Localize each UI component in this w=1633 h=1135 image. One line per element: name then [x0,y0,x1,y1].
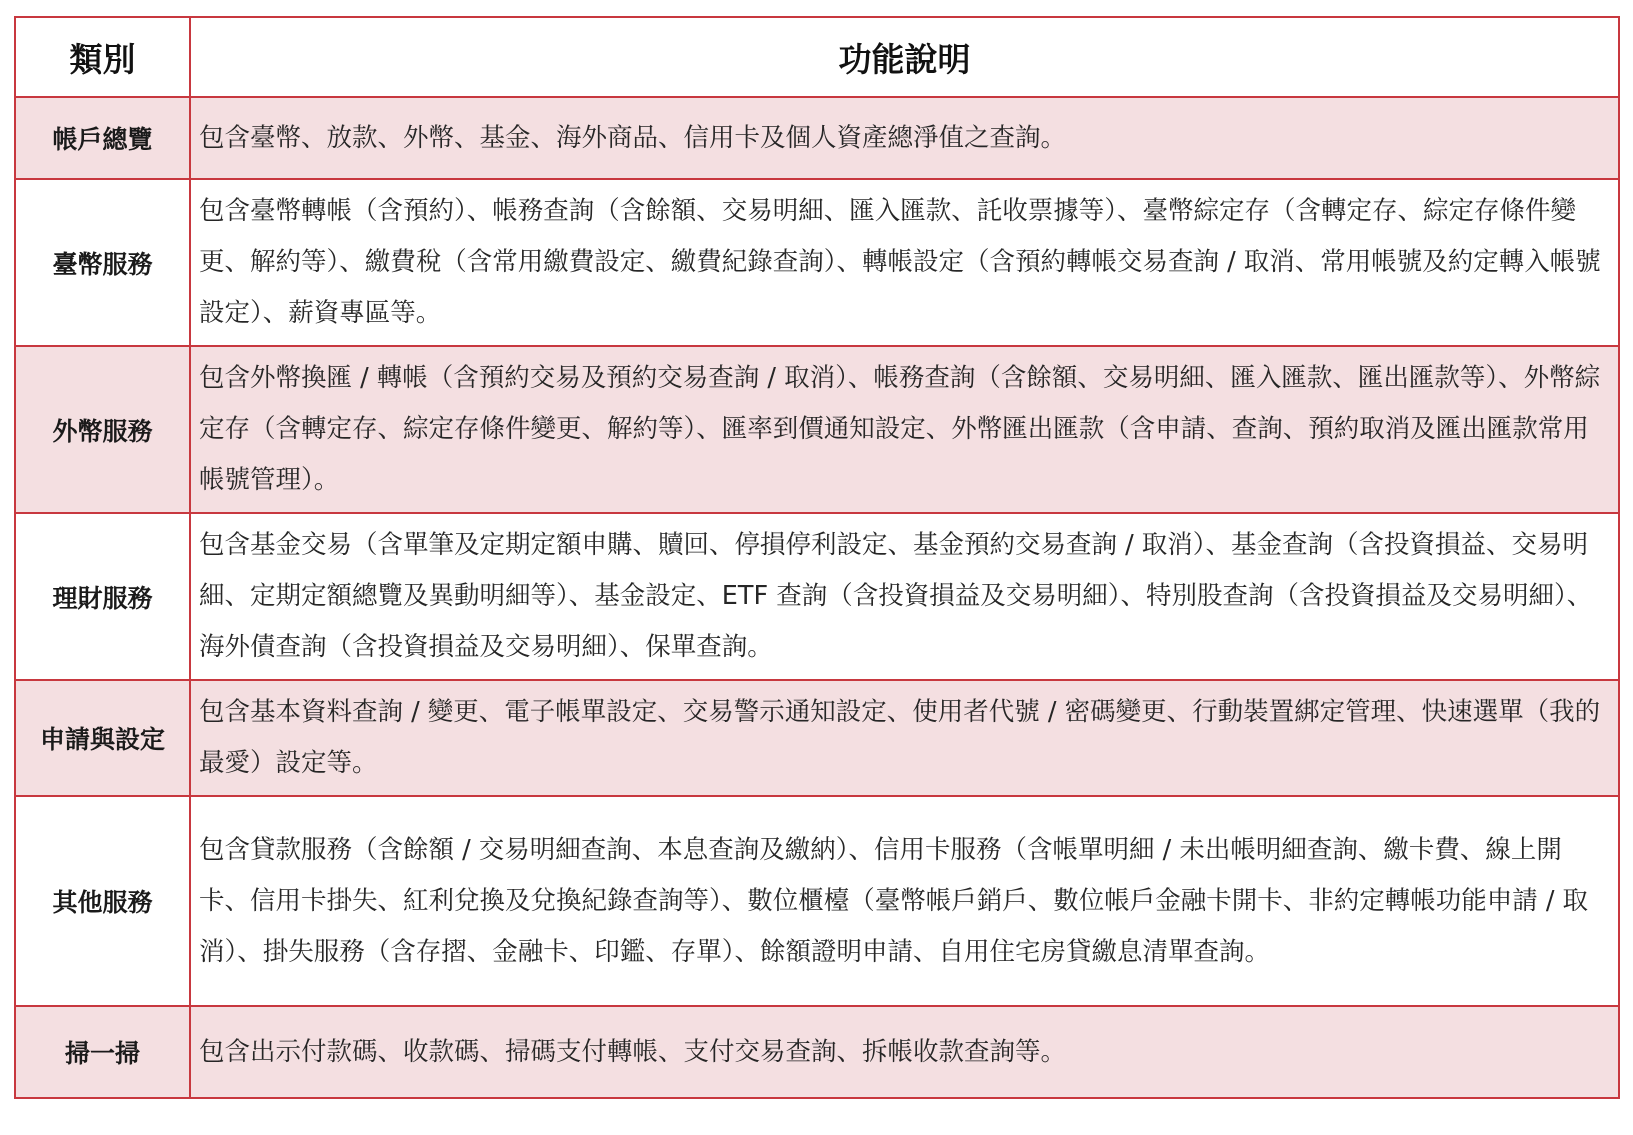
table-row-account-overview [15,97,1619,179]
table-row-wealth-service [15,513,1619,680]
category-cell: 申請與設定 [15,680,190,796]
feature-table [14,16,1620,1099]
table-body [15,97,1619,1098]
category-cell: 外幣服務 [15,346,190,513]
description-cell: 包含貸款服務（含餘額 / 交易明細查詢、本息查詢及繳納）、信用卡服務（含帳單明細 / 未出帳明細查詢、繳卡費、線上開卡、信用卡掛失、紅利兌換及兌換紀錄查詢等）、數位櫃檯（臺幣帳戶銷戶、數位帳戶金融卡開卡、非約定轉帳功能申請 / 取消）、掛失服務（含存摺、金融卡、印鑑、存單）、餘額證明申請、自用住宅房貸繳息清單查詢。 [190,796,1619,1006]
table-row-foreign-currency-service [15,346,1619,513]
category-cell: 掃一掃 [15,1006,190,1098]
description-cell: 包含基金交易（含單筆及定期定額申購、贖回、停損停利設定、基金預約交易查詢 / 取消）、基金查詢（含投資損益、交易明細、定期定額總覽及異動明細等）、基金設定、ETF 查詢（含投資損益及交易明細）、特別股查詢（含投資損益及交易明細）、海外債查詢（含投資損益及交易明細）、保單查詢。 [190,513,1619,680]
header-description: 功能說明 [190,17,1619,97]
table-row-scan [15,1006,1619,1098]
category-cell: 理財服務 [15,513,190,680]
table-row-other-services [15,796,1619,1006]
description-cell: 包含基本資料查詢 / 變更、電子帳單設定、交易警示通知設定、使用者代號 / 密碼變更、行動裝置綁定管理、快速選單（我的最愛）設定等。 [190,680,1619,796]
description-cell: 包含外幣換匯 / 轉帳（含預約交易及預約交易查詢 / 取消）、帳務查詢（含餘額、交易明細、匯入匯款、匯出匯款等）、外幣綜定存（含轉定存、綜定存條件變更、解約等）、匯率到價通知設定、外幣匯出匯款（含申請、查詢、預約取消及匯出匯款常用帳號管理）。 [190,346,1619,513]
category-cell: 帳戶總覽 [15,97,190,179]
header-row [15,17,1619,97]
feature-table-container [14,16,1618,1099]
category-cell: 其他服務 [15,796,190,1006]
description-cell: 包含出示付款碼、收款碼、掃碼支付轉帳、支付交易查詢、拆帳收款查詢等。 [190,1006,1619,1098]
description-cell: 包含臺幣、放款、外幣、基金、海外商品、信用卡及個人資產總淨值之查詢。 [190,97,1619,179]
header-category: 類別 [15,17,190,97]
description-cell: 包含臺幣轉帳（含預約）、帳務查詢（含餘額、交易明細、匯入匯款、託收票據等）、臺幣綜定存（含轉定存、綜定存條件變更、解約等）、繳費稅（含常用繳費設定、繳費紀錄查詢）、轉帳設定（含預約轉帳交易查詢 / 取消、常用帳號及約定轉入帳號設定）、薪資專區等。 [190,179,1619,346]
table-row-twd-service [15,179,1619,346]
category-cell: 臺幣服務 [15,179,190,346]
table-row-application-settings [15,680,1619,796]
table-header [15,17,1619,97]
